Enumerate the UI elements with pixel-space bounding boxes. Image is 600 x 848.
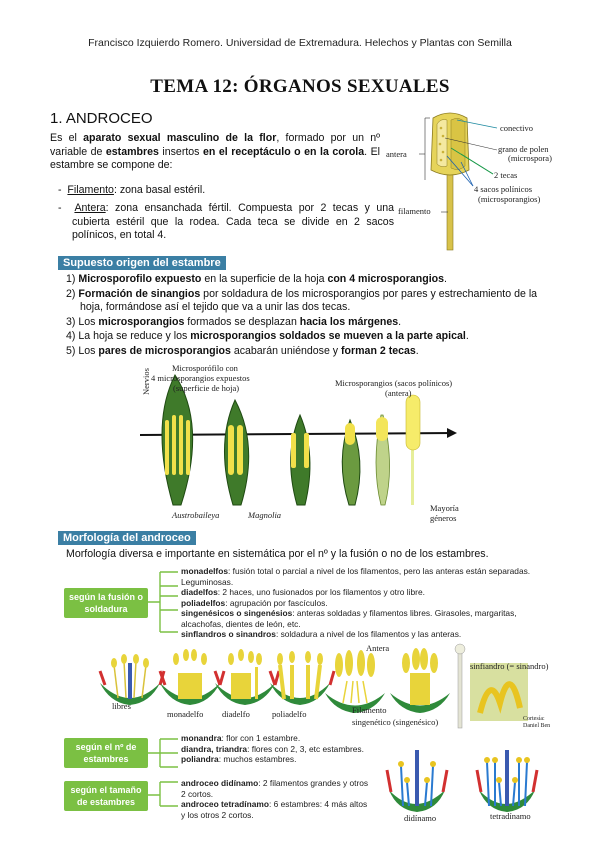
label-diadelfo: diadelfo [222,709,250,719]
fusion-item: sinflandros o sinandros: soldadura a nivel de los filamentos y las anteras. [181,629,462,639]
label-sinfiandro: sinfiandro (= sinandro) [470,661,549,671]
intro-bold: en el receptáculo o en la corola [203,145,365,158]
fusion-list [181,566,561,640]
label-grano: grano de polen [498,144,549,154]
label-filamento: filamento [398,206,431,216]
label-credit1: Cortesía: [523,716,545,722]
tamano-item: androceo tetradínamo: 6 estambres: 4 más altos y los otros 2 cortos. [181,799,368,820]
intro-text: . El estambre se compone de: [50,145,380,171]
label-monadelfo: monadelfo [167,709,204,719]
antera-term: Antera [74,202,106,214]
origen-item: 4) La hoja se reduce y los microsporangios soldados se mueven a la parte apical. [66,330,469,342]
fusion-item: diadelfos: 2 haces, uno fusionados por los filamentos y otro libre. [181,587,425,597]
label-nervios: Nervios [141,368,151,395]
box-numero: según el nº de estambres [64,738,148,768]
tamano-list [181,778,371,820]
morfologia-bar: Morfología del androceo [58,531,196,545]
label-austrobaileya: Austrobaileya [172,510,220,520]
label-tetradinamo: tetradínamo [490,811,531,821]
androecium-types-diagram [90,643,590,743]
intro-text: , formado por un nº variable de [50,132,380,158]
intro-text: Es el [50,132,84,144]
label-didinamo: didínamo [404,813,437,823]
origen-item: 3) Los microsporangios formados se desplazan hacia los márgenes. [66,315,402,328]
box-tamano: según el tamaño de estambres [64,781,148,811]
fusion-item: poliadelfos: agrupación por fascículos. [181,597,328,608]
fusion-item: singenésicos o singenésios: anteras soldadas y filamentos libres. Girasoles, margaritas, alcachofas, dientes de león, etc. [181,608,517,629]
numero-item: poliandra: muchos estambres. [181,754,297,764]
label-micro2: 4 microsporangios expuestos [151,373,250,383]
numero-item: diandra, triandra: flores con 2, 3, etc estambres. [181,743,364,754]
fusion-item: monadelfos: fusión total o parcial a nivel de los filamentos, pero las anteras están separadas. Leguminosas. [181,566,531,587]
label-poliadelfo: poliadelfo [272,709,307,719]
label-singenetico: singenético (singenésico) [352,717,439,727]
label-microsporangios: (microsporangios) [478,194,541,204]
bracket-fusion [148,566,180,638]
filamento-item: - Filamento: zona basal estéril. [58,184,206,196]
filamento-term: Filamento [67,184,114,196]
antera-item: - Antera: zona ensanchada fértil. Compuesta por 2 tecas y una cubierta estéril que la rodea. Cada teca se divide en 2 sacos polínicos, en total 4. [58,202,394,241]
page-title: TEMA 12: ÓRGANOS SEXUALES [150,76,450,97]
label-antera: antera [386,149,407,159]
origen-item: 1) Microsporofilo expuesto en la superficie de la hoja con 4 microsporangios. [66,273,447,285]
origen-list [66,273,546,359]
label-tecas: 2 tecas [494,170,518,180]
numero-list [181,733,381,765]
label-msaco2: (antera) [385,388,412,398]
intro-bold: estambres [105,145,159,158]
label-conectivo: conectivo [500,123,534,133]
bracket-tamano [148,778,180,812]
label-antera-sin: Antera [366,643,390,653]
label-magnolia: Magnolia [248,510,282,520]
label-credit2: Daniel Ben [523,723,551,729]
tamano-item: androceo didínamo: 2 filamentos grandes y otros 2 cortos. [181,778,369,799]
label-mayoria1: Mayoría [430,503,459,513]
origen-item: 5) Los pares de microsporangios acabarán uniéndose y forman 2 tecas. [66,344,419,357]
label-sacos: 4 sacos polínicos [474,184,533,194]
label-microspora: (microspora) [508,153,552,163]
label-filamento-sin: Filamento [352,705,387,715]
bracket-numero [148,733,180,773]
stamen-diagram [385,108,585,253]
page-header: Francisco Izquierdo Romero. Universidad de Extremadura. Helechos y Plantas con Semilla [88,37,512,49]
box-fusion: según la fusión o soldadura [64,588,148,618]
label-mayoria2: géneros [430,513,457,523]
numero-item: monandra: flor con 1 estambre. [181,733,301,743]
morfologia-intro: Morfología diversa e importante en sistemática por el nº y la fusión o no de los estambres. [66,548,489,560]
androceo-intro [50,132,380,173]
label-msaco1: Microsporangios (sacos polínicos) [335,378,453,388]
intro-text: insertos [158,145,203,158]
didinamo-tetradinamo-diagram [385,740,585,820]
label-micro1: Microsporófilo con [172,363,238,373]
origen-item: 2) Formación de sinangios por soldadura de los microsporangios por pares y estrechamiento de la hoja, formándose así el tejido que va a unir las dos tecas. [66,287,538,313]
label-libres: libres [112,701,131,711]
intro-bold: aparato sexual masculino de la flor [83,132,277,144]
section-heading-androceo: 1. ANDROCEO [50,110,153,127]
origen-bar: Supuesto origen del estambre [58,256,226,270]
label-micro3: (superficie de hoja) [173,383,240,393]
